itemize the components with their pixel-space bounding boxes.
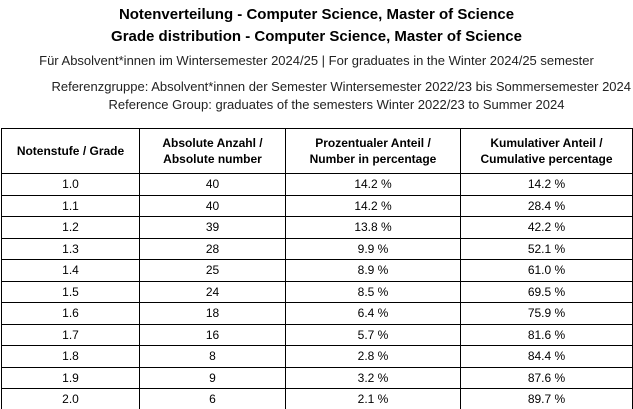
table-row [2,346,633,368]
percentage-cell: 2.8 % [286,346,461,368]
cumulative-cell: 61.0 % [461,260,633,282]
grade-distribution-table [1,128,633,409]
absolute-number-cell: 25 [140,260,286,282]
grade-cell: 1.8 [2,346,140,368]
percentage-cell: 14.2 % [286,174,461,196]
cumulative-cell: 28.4 % [461,195,633,217]
page-title-english: Grade distribution - Computer Science, Master of Science [111,28,522,45]
percentage-cell: 2.1 % [286,389,461,409]
header-percentage-line1: Prozentualer Anteil / [315,136,431,150]
cumulative-cell: 84.4 % [461,346,633,368]
table-row [2,303,633,325]
percentage-cell: 5.7 % [286,324,461,346]
header-percentage-line2: Number in percentage [309,152,437,166]
cumulative-cell: 89.7 % [461,389,633,409]
header-cumulative [461,129,633,174]
absolute-number-cell: 39 [140,217,286,239]
percentage-cell: 6.4 % [286,303,461,325]
absolute-number-cell: 16 [140,324,286,346]
reference-group-german: Referenzgruppe: Absolvent*innen der Semester Wintersemester 2022/23 bis Sommersemester 2024 [51,79,631,94]
absolute-number-cell: 18 [140,303,286,325]
grade-cell: 1.5 [2,281,140,303]
header-absolute-number-line2: Absolute number [163,152,262,166]
header-grade [2,129,140,174]
cumulative-cell: 87.6 % [461,367,633,389]
absolute-number-cell: 8 [140,346,286,368]
cumulative-cell: 14.2 % [461,174,633,196]
grade-cell: 1.3 [2,238,140,260]
table-row [2,367,633,389]
table-row [2,260,633,282]
table-header-row [2,129,633,174]
header-cumulative-line1: Kumulativer Anteil / [490,136,603,150]
absolute-number-cell: 6 [140,389,286,409]
header-percentage [286,129,461,174]
table-row [2,174,633,196]
absolute-number-cell: 9 [140,367,286,389]
percentage-cell: 13.8 % [286,217,461,239]
graduation-semester-subtitle: Für Absolvent*innen im Wintersemester 2024/25 | For graduates in the Winter 2024/25 semester [39,53,594,68]
header-cumulative-line2: Cumulative percentage [480,152,613,166]
page-title-german: Notenverteilung - Computer Science, Master of Science [118,6,515,23]
table-row [2,281,633,303]
header-absolute-number-line1: Absolute Anzahl / [162,136,263,150]
table-row [2,217,633,239]
grade-cell: 1.9 [2,367,140,389]
table-row [2,389,633,409]
percentage-cell: 8.9 % [286,260,461,282]
cumulative-cell: 81.6 % [461,324,633,346]
grade-cell: 2.0 [2,389,140,409]
table-body [2,174,633,409]
grade-cell: 1.7 [2,324,140,346]
percentage-cell: 3.2 % [286,367,461,389]
percentage-cell: 8.5 % [286,281,461,303]
cumulative-cell: 69.5 % [461,281,633,303]
percentage-cell: 9.9 % [286,238,461,260]
grade-cell: 1.4 [2,260,140,282]
table-row [2,324,633,346]
absolute-number-cell: 28 [140,238,286,260]
grade-cell: 1.6 [2,303,140,325]
cumulative-cell: 52.1 % [461,238,633,260]
absolute-number-cell: 40 [140,174,286,196]
grade-cell: 1.1 [2,195,140,217]
absolute-number-cell: 40 [140,195,286,217]
grade-cell: 1.0 [2,174,140,196]
table-row [2,238,633,260]
grade-cell: 1.2 [2,217,140,239]
percentage-cell: 14.2 % [286,195,461,217]
table-row [2,195,633,217]
cumulative-cell: 42.2 % [461,217,633,239]
header-absolute-number [140,129,286,174]
header-grade-label: Notenstufe / Grade [16,144,125,158]
cumulative-cell: 75.9 % [461,303,633,325]
absolute-number-cell: 24 [140,281,286,303]
reference-group-english: Reference Group: graduates of the semesters Winter 2022/23 to Summer 2024 [108,97,565,112]
